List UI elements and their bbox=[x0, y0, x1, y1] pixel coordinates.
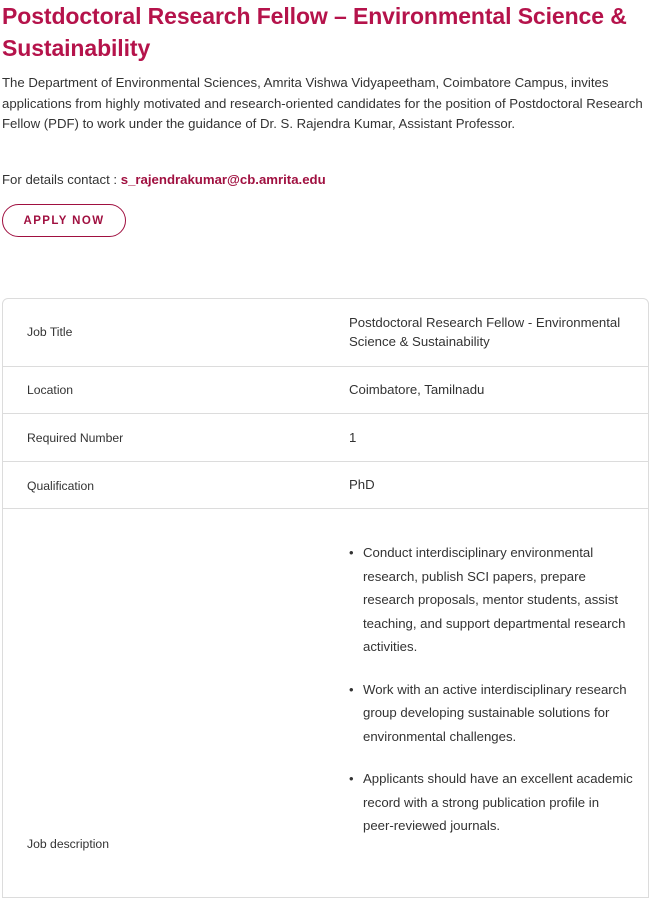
row-value: Postdoctoral Research Fellow - Environmental Science & Sustainability bbox=[349, 315, 621, 349]
intro-paragraph: The Department of Environmental Sciences, Amrita Vishwa Vidyapeetham, Coimbatore Campus, invites applications from highly motivated and research-oriented candidates for the position of Postdoctoral Research Fellow (PDF) to work under the guidance of Dr. S. Rajendra Kumar, Assistant Professor. bbox=[2, 75, 643, 131]
list-item: • Conduct interdisciplinary environmental research, publish SCI papers, prepare research proposals, mentor students, assist teaching, and support departmental research activities. bbox=[363, 541, 633, 659]
list-item: • Work with an active interdisciplinary research group developing sustainable solutions for environmental challenges. bbox=[363, 678, 633, 749]
row-value: 1 bbox=[349, 430, 357, 445]
apply-now-button[interactable]: APPLY NOW bbox=[2, 204, 126, 237]
table-row-location bbox=[3, 367, 648, 414]
job-description-list-container bbox=[349, 541, 633, 857]
row-label: Location bbox=[27, 383, 74, 397]
row-label: Qualification bbox=[27, 479, 95, 493]
row-label: Job Title bbox=[27, 325, 73, 339]
job-description-list bbox=[349, 541, 633, 838]
row-label: Required Number bbox=[27, 431, 124, 445]
list-item: • Applicants should have an excellent academic record with a strong publication profile in peer-reviewed journals. bbox=[363, 767, 633, 838]
table-row-required-number bbox=[3, 414, 648, 462]
table-row-job-title bbox=[3, 299, 648, 367]
contact-prefix: For details contact : bbox=[2, 172, 121, 187]
table-row-job-description bbox=[3, 509, 648, 898]
contact-line bbox=[2, 170, 326, 190]
row-label: Job description bbox=[27, 837, 109, 851]
table-row-qualification bbox=[3, 462, 648, 509]
page-title: Postdoctoral Research Fellow – Environmental Science & Sustainability bbox=[2, 3, 627, 61]
contact-email-link[interactable]: s_rajendrakumar@cb.amrita.edu bbox=[120, 172, 326, 187]
row-value: Coimbatore, Tamilnadu bbox=[349, 382, 485, 397]
row-value: PhD bbox=[349, 477, 375, 492]
job-details-table bbox=[2, 298, 649, 898]
